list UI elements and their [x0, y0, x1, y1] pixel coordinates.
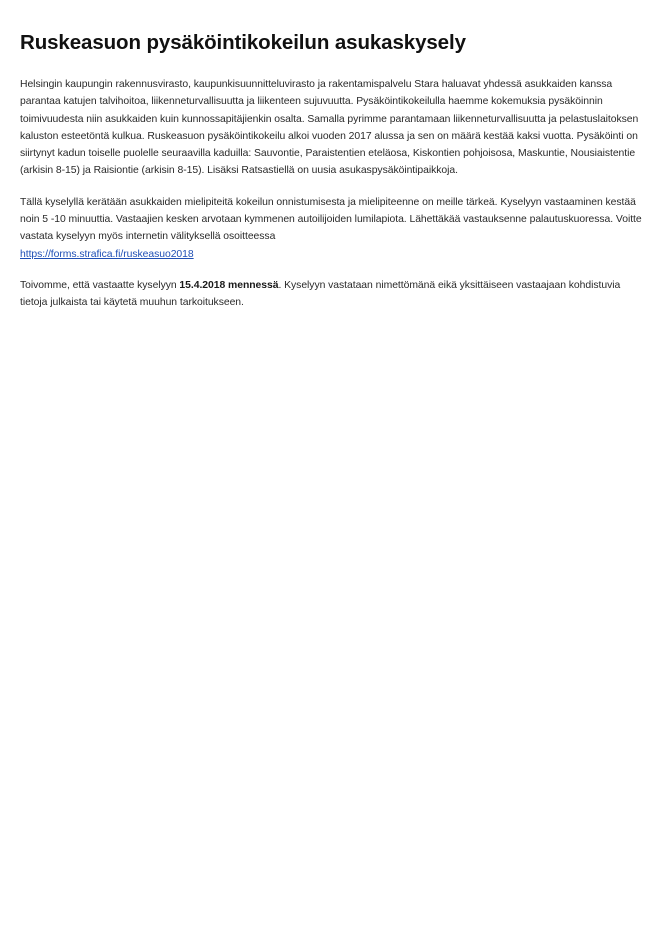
document-title: Ruskeasuon pysäköintikokeilun asukaskysely — [20, 31, 466, 54]
deadline-text-before: Toivomme, että vastaatte kyselyyn — [20, 279, 180, 291]
survey-info-paragraph — [20, 194, 646, 263]
deadline-text-after: . Kyselyyn vastataan nimettömänä eikä yksittäiseen vastaajaan kohdistuvia tietoja julkaista tai käytetä muuhun tarkoitukseen. — [20, 279, 621, 309]
deadline-paragraph — [20, 277, 646, 312]
intro-paragraph: Helsingin kaupungin rakennusvirasto, kaupunkisuunnitteluvirasto ja rakentamispalvelu Stara haluavat yhdessä asukkaiden kanssa parantaa katujen talvihoitoa, liikenneturvallisuutta ja liikenteen sujuvuutta. Pysäköintikokeilulla haemme kokemuksia pysäköinnin toimivuudesta niin asukkaiden kuin kunnossapitäjienkin osalta. Samalla pyrimme parantamaan liikenneturvallisuutta ja pelastuslaitoksen kaluston esteetöntä kulkua. Ruskeasuon pysäköintikokeilu alkoi vuoden 2017 alussa ja sen on määrä kestää kaksi vuotta. Pysäköinti on siirtynyt kadun toiselle puolelle seuraavilla kaduilla: Sauvontie, Paraistentien eteläosa, Kiskontien pohjoisosa, Maskuntie, Nousiaistentie (arkisin 8-15) ja Raisiontie (arkisin 8-15). Lisäksi Ratsastiellä on uusia asukaspysäköintipaikkoja. — [20, 79, 639, 177]
survey-link[interactable]: https://forms.strafica.fi/ruskeasuo2018 — [20, 248, 194, 260]
deadline-date: 15.4.2018 mennessä — [179, 279, 279, 291]
survey-info-text: Tällä kyselyllä kerätään asukkaiden mielipiteitä kokeilun onnistumisesta ja mielipiteenne on meille tärkeä. Kyselyyn vastaaminen kestää noin 5 -10 minuuttia. Vastaajien kesken arvotaan kymmenen autoilijoiden lumilapiota. Lähettäkää vastauksenne palautuskuoressa. Voitte vastata kyselyyn myös internetin välityksellä osoitteessa — [20, 196, 642, 243]
